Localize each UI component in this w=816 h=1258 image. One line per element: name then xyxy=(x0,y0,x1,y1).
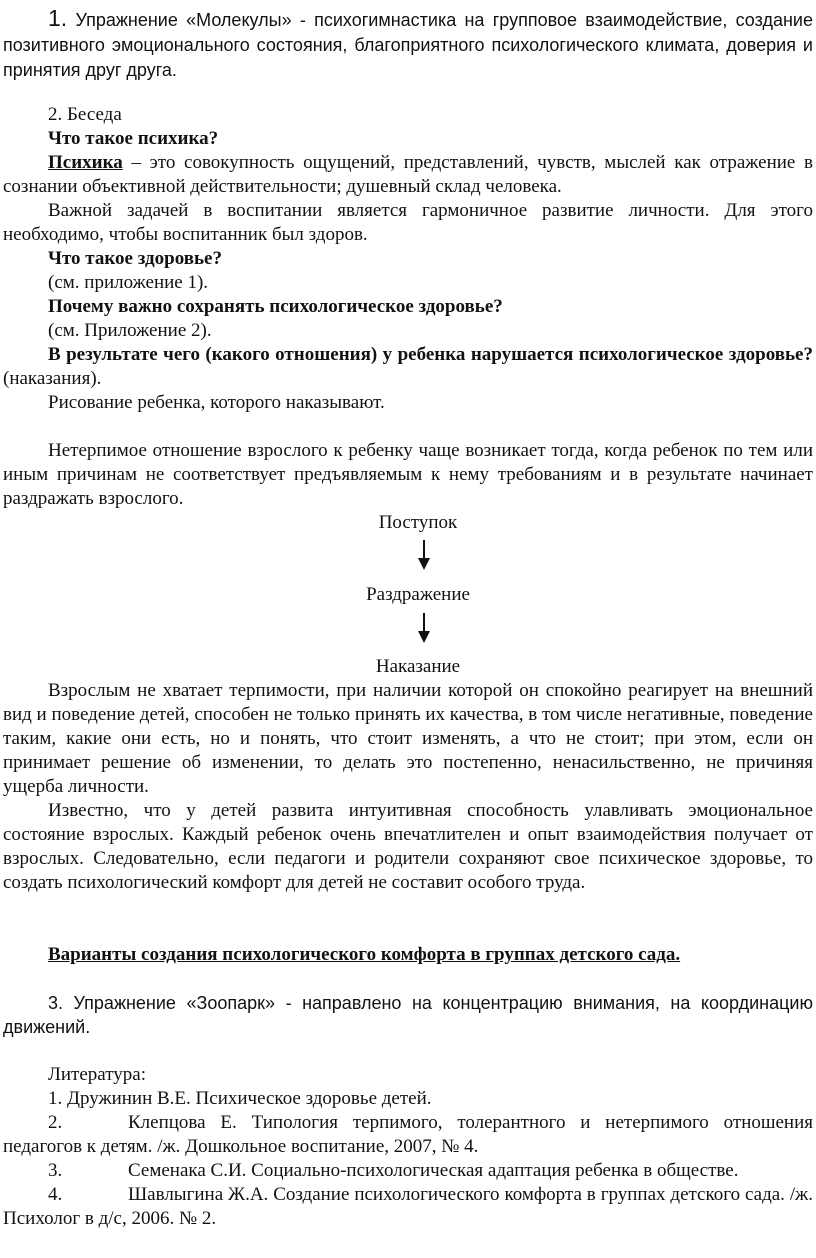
question-violation-text: В результате чего (какого отношения) у ребенка нарушается психологическое здоровье? xyxy=(48,344,813,365)
tolerance-paragraph: Взрослым не хватает терпимости, при наличии которой он спокойно реагирует на внешний вид и поведение детей, способен не только принять их качества, в том числе негативные, поведение таким, какие они есть, но и понять, что стоит изменять, а что не стоит; при этом, если он принимает решение об изменении, то делать это постепенно, ненасильственно, не причиняя ущерба личности. xyxy=(3,680,813,797)
intuition-paragraph: Известно, что у детей развита интуитивная способность улавливать эмоциональное состояние взрослых. Каждый ребенок очень впечатлителен и опыт взаимодействия получает от взрослых. Следовательно, если педагоги и родители сохраняют свое психическое здоровье, то создать психологический комфорт для детей не составит особого труда. xyxy=(3,800,813,893)
intro-text: Упражнение «Молекулы» - психогимнастика на групповое взаимодействие, создание позитивного эмоционального состояния, благоприятного психологического климата, доверия и принятия друг друга. xyxy=(3,10,813,80)
question-psyche: Что такое психика? xyxy=(48,128,219,149)
reference-appendix-2: (см. Приложение 2). xyxy=(48,320,212,341)
intolerance-paragraph: Нетерпимое отношение взрослого к ребенку чаще возникает тогда, когда ребенок по тем или иным причинам не соответствует предъявляемым к нему требованиям и в результате начинает раздражать взрослого. xyxy=(3,440,813,509)
question-health: Что такое здоровье? xyxy=(48,248,222,269)
psyche-definition xyxy=(3,151,813,199)
psyche-term: Психика xyxy=(48,152,123,173)
conversation-heading: 2. Беседа xyxy=(48,104,122,125)
flow-arrow-down-icon xyxy=(423,540,425,568)
intro-number: 1. xyxy=(48,5,68,31)
zoo-exercise: 3. Упражнение «Зоопарк» - направлено на концентрацию внимания, на координацию движений. xyxy=(3,993,813,1037)
intro-paragraph xyxy=(3,6,813,83)
literature-item: 3. Семенака С.И. Социально-психологическая адаптация ребенка в обществе. xyxy=(48,1160,739,1181)
question-violation-answer: (наказания). xyxy=(3,368,102,389)
literature-item: 1. Дружинин В.Е. Психическое здоровье детей. xyxy=(48,1088,432,1109)
literature-item: 4. Шавлыгина Ж.А. Создание психологического комфорта в группах детского сада. /ж. Психолог в д/с, 2006. № 2. xyxy=(3,1184,813,1229)
flow-step-punishment: Наказание xyxy=(375,656,461,677)
psyche-definition-text: – это совокупность ощущений, представлений, чувств, мыслей как отражение в сознании объективной действительности; душевный склад человека. xyxy=(3,152,813,197)
question-psych-health: Почему важно сохранять психологическое здоровье? xyxy=(48,296,503,317)
literature-item: 2. Клепцова Е. Типология терпимого, толерантного и нетерпимого отношения педагогов к детям. /ж. Дошкольное воспитание, 2007, № 4. xyxy=(3,1112,813,1157)
literature-heading: Литература: xyxy=(48,1064,146,1085)
flow-step-act: Поступок xyxy=(378,512,458,533)
flow-step-irritation: Раздражение xyxy=(366,584,470,605)
drawing-line: Рисование ребенка, которого наказывают. xyxy=(48,392,385,413)
question-violation xyxy=(3,343,813,391)
variants-heading: Варианты создания психологического комфорта в группах детского сада. xyxy=(48,944,681,965)
reference-appendix-1: (см. приложение 1). xyxy=(48,272,209,293)
task-paragraph: Важной задачей в воспитании является гармоничное развитие личности. Для этого необходимо, чтобы воспитанник был здоров. xyxy=(3,200,813,245)
flow-arrow-down-icon xyxy=(423,613,425,641)
